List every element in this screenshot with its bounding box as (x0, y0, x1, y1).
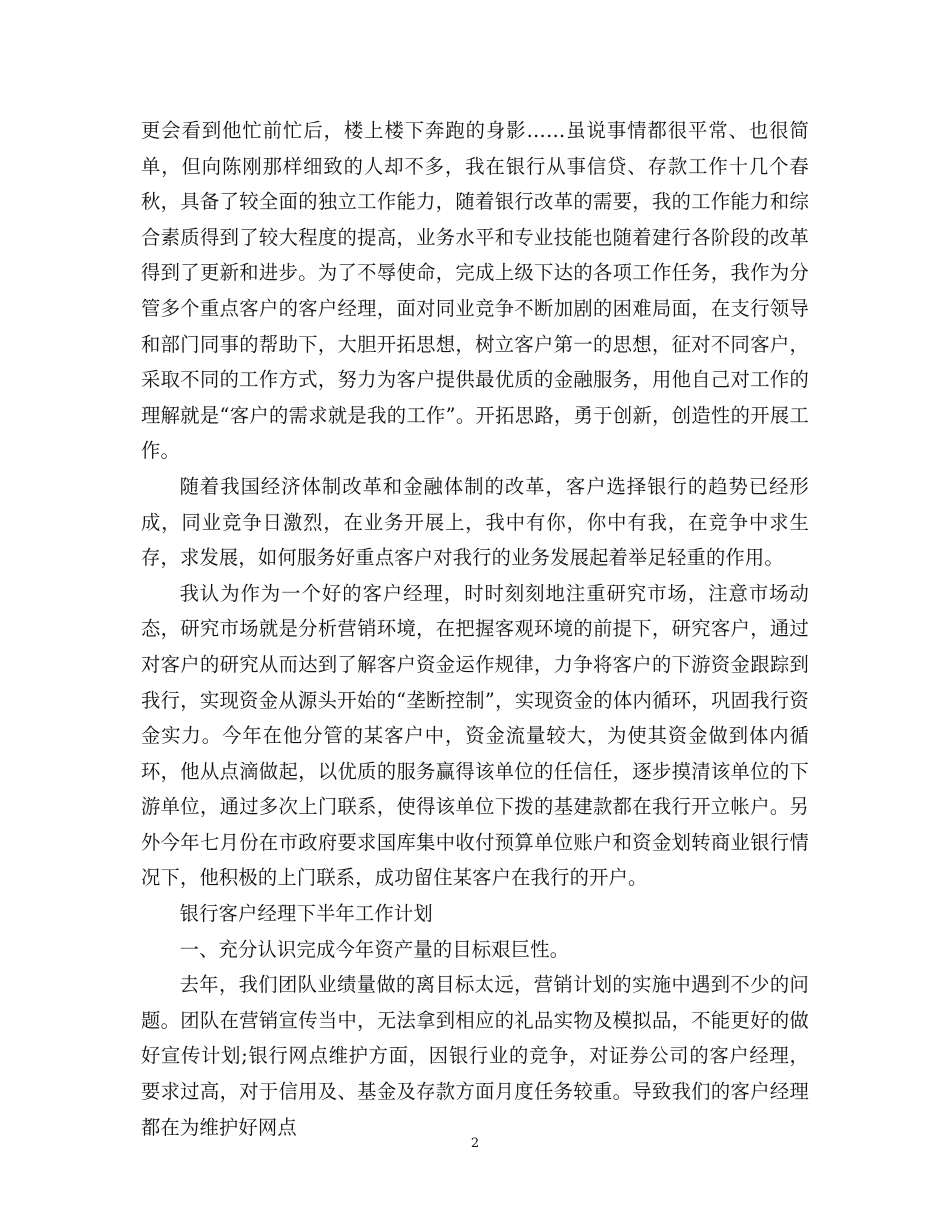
document-body (141, 113, 809, 1145)
paragraph: 随着我国经济体制改革和金融体制的改革，客户选择银行的趋势已经形成，同业竞争日激烈，在业务开展上，我中有你，你中有我，在竞争中求生存，求发展，如何服务好重点客户对我行的业务发展起着举足轻重的作用。 (141, 474, 809, 570)
paragraph: 去年，我们团队业绩量做的离目标太远，营销计划的实施中遇到不少的问题。团队在营销宣传当中，无法拿到相应的礼品实物及模拟品，不能更好的做好宣传计划;银行网点维护方面，因银行业的竞争，对证券公司的客户经理，要求过高，对于信用及、基金及存款方面月度任务较重。导致我们的客户经理都在为维护好网点 (141, 973, 809, 1139)
subsection-heading: 一、充分认识完成今年资产量的目标艰巨性。 (179, 937, 570, 961)
paragraph: 我认为作为一个好的客户经理，时时刻刻地注重研究市场，注意市场动态，研究市场就是分析营销环境，在把握客观环境的前提下，研究客户，通过对客户的研究从而达到了解客户资金运作规律，力争将客户的下游资金跟踪到我行，实现资金从源头开始的“垄断控制”，实现资金的体内循环，巩固我行资金实力。今年在他分管的某客户中，资金流量较大，为使其资金做到体内循环，他从点滴做起，以优质的服务赢得该单位的任信任，逐步摸清该单位的下游单位，通过多次上门联系，使得该单位下拨的基建款都在我行开立帐户。另外今年七月份在市政府要求国库集中收付预算单位账户和资金划转商业银行情况下，他积极的上门联系，成功留住某客户在我行的开户。 (141, 581, 809, 890)
paragraph-continued: 更会看到他忙前忙后，楼上楼下奔跑的身影……虽说事情都很平常、也很简单，但向陈刚那样细致的人却不多，我在银行从事信贷、存款工作十几个春秋，具备了较全面的独立工作能力，随着银行改革的需要，我的工作能力和综合素质得到了较大程度的提高，业务水平和专业技能也随着建行各阶段的改革得到了更新和进步。为了不辱使命，完成上级下达的各项工作任务，我作为分管多个重点客户的客户经理，面对同业竞争不断加剧的困难局面，在支行领导和部门同事的帮助下，大胆开拓思想，树立客户第一的思想，征对不同客户，采取不同的工作方式，努力为客户提供最优质的金融服务，用他自己对工作的理解就是“客户的需求就是我的工作”。开拓思路，勇于创新，创造性的开展工作。 (141, 119, 809, 463)
page-number: 2 (470, 1136, 480, 1151)
section-heading: 银行客户经理下半年工作计划 (179, 902, 433, 926)
